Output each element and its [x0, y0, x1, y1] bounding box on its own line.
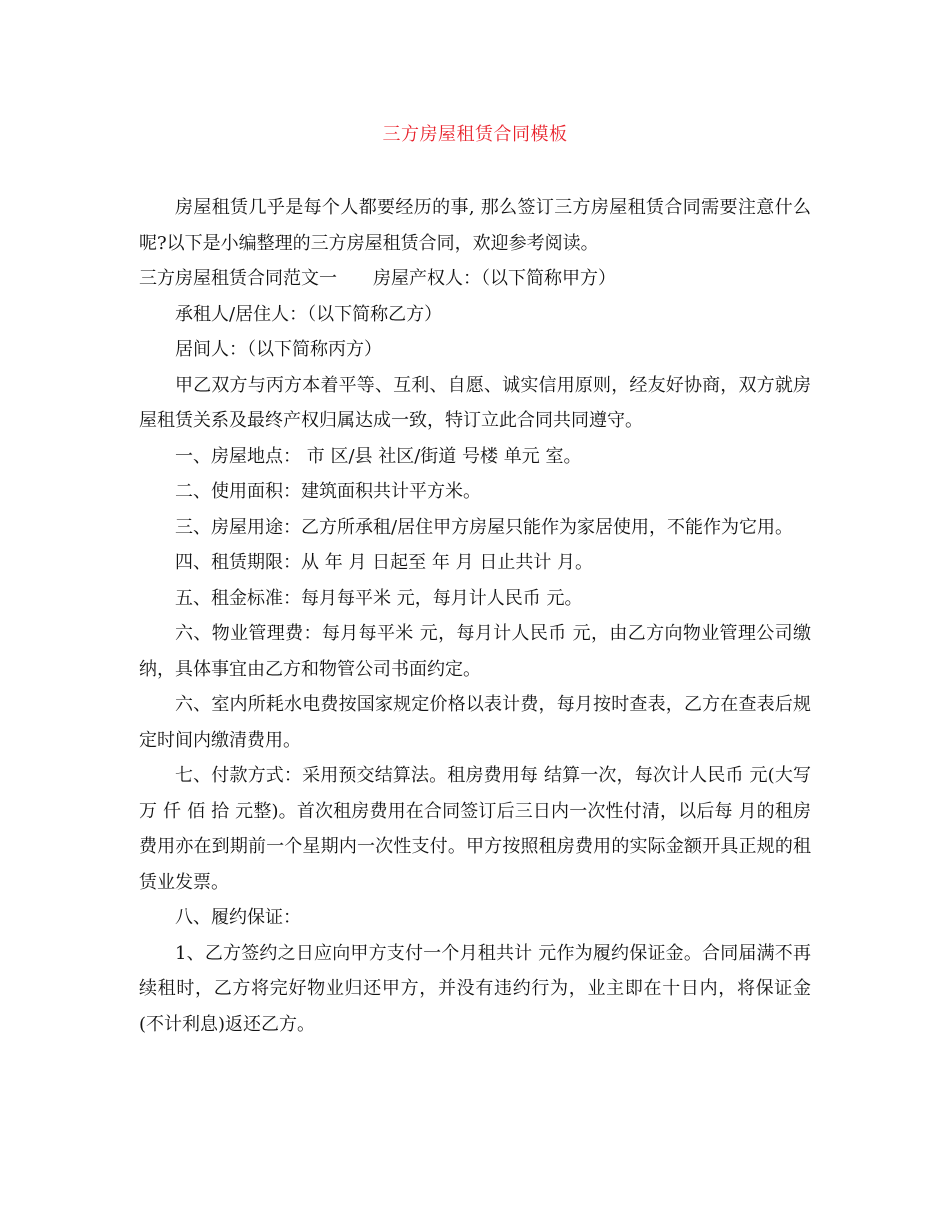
broker-line: 居间人：（以下简称丙方） — [175, 339, 382, 360]
clause-location: 一、房屋地点： 市 区/县 社区/街道 号楼 单元 室。 — [175, 445, 582, 467]
sample-heading-line — [139, 261, 811, 297]
clause-guarantee-deposit: 1、乙方签约之日应向甲方支付一个月租共计 元作为履约保证金。合同届满不再续租时，乙方将完好物业归还甲方，并没有违约行为，业主即在十日内，将保证金(不计利息)返还乙方。 — [139, 942, 811, 1035]
clause-payment: 七、付款方式：采用预交结算法。租房费用每 结算一次，每次计人民币 元(大写 万 仟 佰 拾 元整)。首次租房费用在合同签订后三日内一次性付清，以后每 月的租房费用亦在到期前一个星期内一次性支付。甲方按照租房费用的实际金额开具正规的租赁业发票。 — [139, 765, 811, 893]
owner-line: 房屋产权人：（以下简称甲方） — [373, 268, 616, 289]
clause-usage: 三、房屋用途：乙方所承租/居住甲方房屋只能作为家居使用，不能作为它用。 — [175, 516, 794, 538]
document-body — [139, 190, 811, 1042]
document-title: 三方房屋租赁合同模板 — [382, 124, 568, 145]
clause-term: 四、租赁期限：从 年 月 日起至 年 月 日止共计 月。 — [175, 552, 594, 573]
clause-area: 二、使用面积：建筑面积共计平方米。 — [175, 481, 481, 502]
clause-utilities: 六、室内所耗水电费按国家规定价格以表计费，每月按时查表，乙方在查表后规定时间内缴清费用。 — [139, 694, 811, 751]
preamble-paragraph: 甲乙双方与丙方本着平等、互利、自愿、诚实信用原则，经友好协商，双方就房屋租赁关系及最终产权归属达成一致，特订立此合同共同遵守。 — [139, 374, 811, 431]
intro-paragraph: 房屋租赁几乎是每个人都要经历的事, 那么签订三方房屋租赁合同需要注意什么呢?以下是小编整理的三方房屋租赁合同，欢迎参考阅读。 — [139, 197, 811, 254]
sample-heading: 三方房屋租赁合同范文一 — [139, 268, 337, 289]
clause-rent: 五、租金标准：每月每平米 元，每月计人民币 元。 — [175, 587, 583, 609]
clause-property-fee: 六、物业管理费：每月每平米 元，每月计人民币 元，由乙方向物业管理公司缴纳，具体事宜由乙方和物管公司书面约定。 — [139, 623, 811, 680]
tenant-line: 承租人/居住人：（以下简称乙方） — [175, 303, 443, 325]
clause-guarantee-heading: 八、履约保证： — [175, 907, 301, 928]
